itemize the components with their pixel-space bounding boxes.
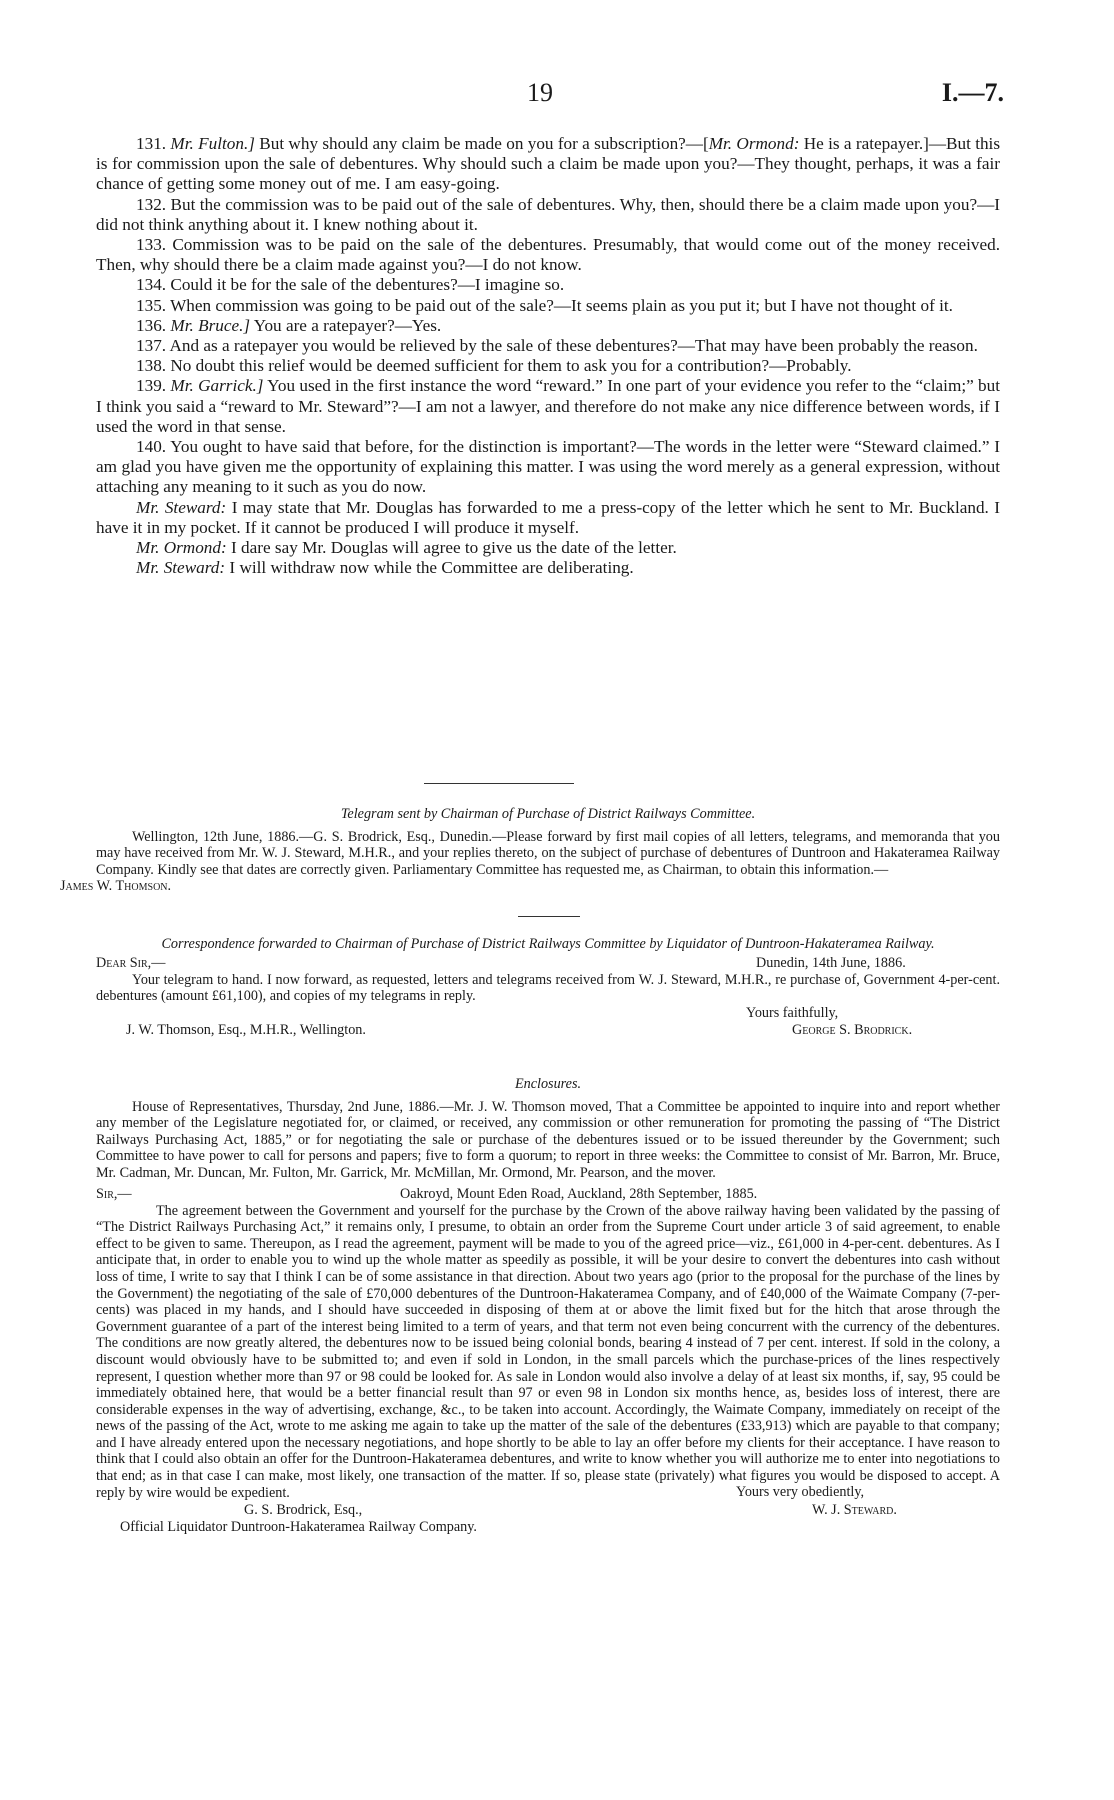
- evidence-item: 137. And as a ratepayer you would be relieved by the sale of these debentures?—That may have been probably the reason.: [136, 336, 978, 356]
- enclosures-section: [96, 1076, 1000, 1536]
- salutation: Dear Sir,—: [96, 954, 166, 971]
- enclosures-heading: Enclosures.: [514, 1076, 582, 1092]
- section-divider: [424, 783, 574, 784]
- addressee: J. W. Thomson, Esq., M.H.R., Wellington.: [126, 1021, 366, 1038]
- evidence-section: [96, 134, 1000, 578]
- closing: Yours very obediently,: [736, 1484, 865, 1501]
- motion-text: House of Representatives, Thursday, 2nd June, 1886.—Mr. J. W. Thomson moved, That a Committee be appointed to inquire into and report whether any member of the Legislature negotiated for, or claimed, or received, any commission or other remuneration for promoting the passing of “The District Railways Purchasing Act, 1885,” or for negotiating the sale or purchase of the debentures issued or to be issued thereunder by the Government; such Committee to have power to call for persons and papers; five to form a quorum; to report in three weeks: the Committee to consist of Mr. Barron, Mr. Bruce, Mr. Cadman, Mr. Duncan, Mr. Fulton, Mr. Garrick, Mr. McMillan, Mr. Ormond, Mr. Pearson, and the mover.: [96, 1098, 1000, 1181]
- evidence-item: 134. Could it be for the sale of the debentures?—I imagine so.: [136, 275, 565, 295]
- telegram-section: [60, 806, 1000, 895]
- evidence-item: 139. Mr. Garrick.] You used in the first instance the word “reward.” In one part of your evidence you refer to the “claim;” but I think you said a “reward to Mr. Steward”?—I am not a lawyer, and therefore do not make any nice difference between words, if I used the word in that sense.: [96, 376, 1000, 436]
- evidence-item: 135. When commission was going to be paid out of the sale?—It seems plain as you put it; but I have not thought of it.: [136, 295, 953, 315]
- page-number: 19: [527, 78, 553, 107]
- evidence-item: 133. Commission was to be paid on the sale of the debentures. Presumably, that would come out of the money received. Then, why should there be a claim made against you?—I do not know.: [96, 235, 1001, 275]
- signature: W. J. Steward.: [812, 1502, 897, 1519]
- telegram-body: Wellington, 12th June, 1886.—G. S. Brodrick, Esq., Dunedin.—Please forward by first mail copies of all letters, telegrams, and memoranda that you may have received from Mr. W. J. Steward, M.H.R., and your replies thereto, on the subject of purchase of debentures of Duntroon and Hakateramea Railway Company. Kindly see that dates are correctly given. Parliamentary Committee has requested me, as Chairman, to obtain this information.— James W. Thomson.: [60, 828, 1000, 895]
- evidence-item: 131. Mr. Fulton.] But why should any claim be made on you for a subscription?—[Mr. Ormond: He is a ratepayer.]—But this is for commission upon the sale of debentures. Why should such a claim be made upon you?—They thought, perhaps, it was a fair chance of getting some money out of me. I am easy-going.: [96, 134, 1001, 194]
- statement: Mr. Steward: I may state that Mr. Douglas has forwarded to me a press-copy of the letter which he sent to Mr. Buckland. I have it in my pocket. If it cannot be produced I will produce it myself.: [96, 497, 1001, 537]
- salutation-row: [96, 1186, 1000, 1203]
- salutation-row: [96, 955, 1000, 972]
- place-date: Oakroyd, Mount Eden Road, Auckland, 28th September, 1885.: [400, 1185, 758, 1202]
- evidence-item: 132. But the commission was to be paid out of the sale of debentures. Why, then, should there be a claim made upon you?—I did not think anything about it. I knew nothing about it.: [96, 194, 1001, 234]
- evidence-item: 138. No doubt this relief would be deemed sufficient for them to ask you for a contribution?—Probably.: [136, 356, 852, 376]
- correspondence-heading: Correspondence forwarded to Chairman of Purchase of District Railways Committee by Liquidator of Duntroon-Hakateramea Railway.: [161, 936, 935, 952]
- document-reference: I.—7.: [941, 78, 1004, 107]
- addressee-title: Official Liquidator Duntroon-Hakateramea Railway Company.: [120, 1519, 477, 1536]
- telegram-heading: Telegram sent by Chairman of Purchase of District Railways Committee.: [340, 806, 756, 822]
- correspondence-section: [96, 936, 1000, 1039]
- closing: Yours faithfully,: [746, 1004, 839, 1021]
- statement: Mr. Steward: I will withdraw now while the Committee are deliberating.: [136, 558, 634, 578]
- letter-body: The agreement between the Government and yourself for the purchase by the Crown of the above railway having been validated by the passing of “The District Railways Purchasing Act,” it remains only, I presume, to obtain an order from the Supreme Court under article 3 of said agreement, to enable effect to be given to same. Thereupon, as I read the agreement, payment will be made to you of the agreed price—viz., £61,000 in 4-per-cent. debentures. As I anticipate that, in order to enable you to wind up the whole matter as speedily as possible, it will be your desire to convert the debentures into cash without loss of time, I write to say that I think I can be of some assistance in that direction. About two years ago (prior to the proposal for the purchase of the lines by the Government) the negotiating of the sale of £70,000 debentures of the Duntroon-Hakateramea Company, and of £40,000 of the Waimate Company (7-per-cents) was placed in my hands, and I should have succeeded in disposing of them at or above the limit fixed but for the hitch that arose through the Government guarantee of a part of the interest being limited to a term of years, and that term not even being concurrent with the currency of the debentures. The conditions are now greatly altered, the debentures now to be issued being colonial bonds, bearing 4 instead of 7 per cent. interest. If sold in the colony, a discount would obviously have to be submitted to; and even if sold in London, in the small parcels which the purchase-prices of the lines respectively represent, I question whether more than 97 or 98 could be looked for. As sale in London would also involve a delay of at least six months, if, say, 95 could be immediately obtained here, that would be a better financial result than 97 or even 98 in London six months hence, as, besides loss of interest, there are considerable expenses in the way of advertising, exchange, &c., to be taken into account. Accordingly, the Waimate Company, immediately on receipt of the news of the passing of the Act, wrote to me asking me again to take up the matter of the sale of the debentures (£33,913) which are payable to that company; and I have already entered upon the necessary negotiations, and hope shortly to be able to lay an offer before my clients for their acceptance. I have reason to think that I could also obtain an offer for the Duntroon-Hakateramea debentures, and write to know whether you will authorize me to enter into negotiations to that end; as in that case I can make, most likely, one transaction of the matter. If so, please state (privately) what figures you would be disposed to accept. A reply by wire would be expedient.: [96, 1202, 1000, 1501]
- signature: George S. Brodrick.: [792, 1021, 913, 1038]
- section-divider: [518, 916, 580, 917]
- place-date: Dunedin, 14th June, 1886.: [756, 954, 906, 971]
- statement: Mr. Ormond: I dare say Mr. Douglas will agree to give us the date of the letter.: [136, 538, 677, 558]
- letter-body: Your telegram to hand. I now forward, as requested, letters and telegrams received from W. J. Steward, M.H.R., re purchase of, Government 4-per-cent. debentures (amount £61,100), and copies of my telegrams in reply.: [96, 971, 1000, 1005]
- evidence-item: 140. You ought to have said that before, for the distinction is important?—The words in the letter were “Steward claimed.” I am glad you have given me the opportunity of explaining this matter. I was using the word merely as a general expression, without attaching any meaning to it such as you do now.: [96, 437, 1000, 497]
- salutation: Sir,—: [96, 1185, 132, 1202]
- evidence-item: 136. Mr. Bruce.] You are a ratepayer?—Yes.: [136, 315, 442, 335]
- page-header: [0, 78, 1114, 118]
- addressee: G. S. Brodrick, Esq.,: [244, 1502, 363, 1519]
